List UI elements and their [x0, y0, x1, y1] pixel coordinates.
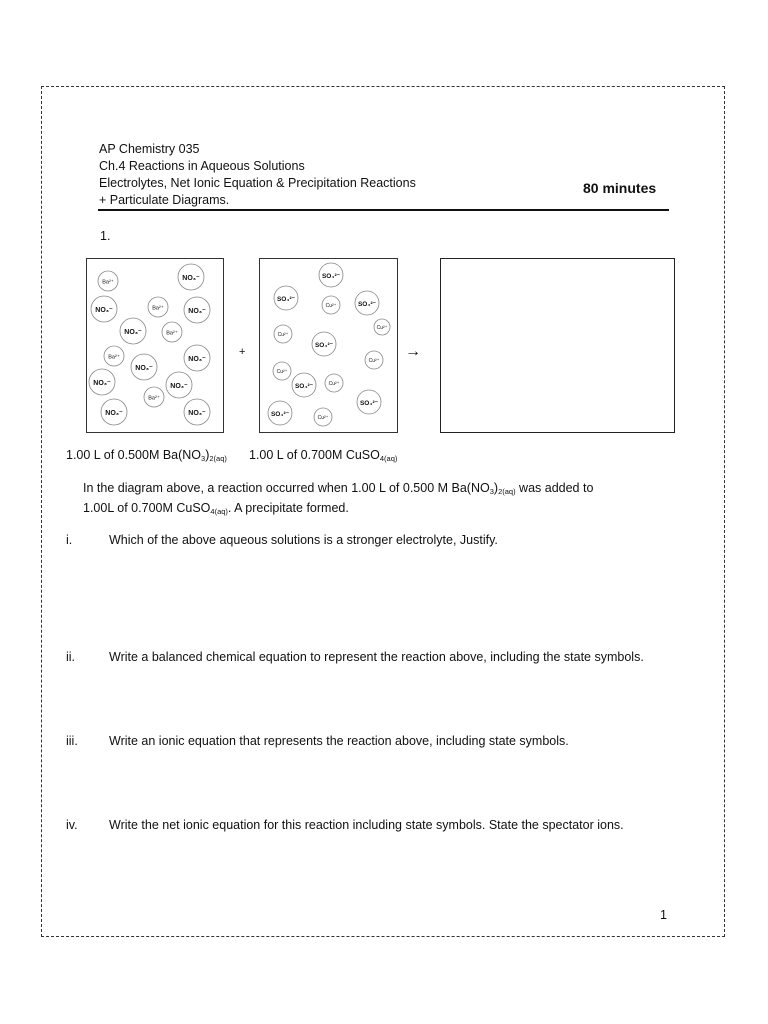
svg-text:NO₃⁻: NO₃⁻: [188, 356, 206, 363]
svg-text:SO₄²⁻: SO₄²⁻: [321, 273, 341, 280]
question-text: Write an ionic equation that represents the reaction above, including state symbols.: [109, 734, 569, 748]
ion-ba: [104, 346, 124, 366]
svg-text:NO₃⁻: NO₃⁻: [170, 383, 188, 390]
svg-text:NO₃⁻: NO₃⁻: [105, 410, 123, 417]
ion-ba: [148, 297, 168, 317]
question-number: 1.: [100, 229, 111, 243]
ion-cu: [374, 319, 390, 335]
question-text: Which of the above aqueous solutions is a stronger electrolyte, Justify.: [109, 533, 498, 547]
svg-text:SO₄²⁻: SO₄²⁻: [294, 383, 314, 390]
ion-cu: [314, 408, 332, 426]
svg-text:NO₃⁻: NO₃⁻: [93, 380, 111, 387]
ion-cu: [274, 325, 292, 343]
beaker-copper-sulfate: [259, 258, 398, 433]
plus-sign: +: [239, 346, 246, 358]
caption-barium-nitrate: 1.00 L of 0.500M $Ba(NO_3)_{2(aq)}$: [66, 448, 227, 463]
course-title: AP Chemistry 035: [99, 142, 200, 156]
svg-text:Cu²⁺: Cu²⁺: [328, 381, 340, 387]
worksheet-header: [99, 141, 416, 209]
svg-text:Cu²⁺: Cu²⁺: [376, 325, 388, 331]
question-numeral: iii.: [66, 734, 78, 748]
ion-so4: [268, 401, 292, 425]
svg-text:SO₄²⁻: SO₄²⁻: [276, 296, 296, 303]
ion-ba: [144, 387, 164, 407]
ion-no3: [91, 296, 117, 322]
svg-text:SO₄²⁻: SO₄²⁻: [314, 342, 334, 349]
ion-so4: [274, 286, 298, 310]
ion-no3: [178, 264, 204, 290]
ion-so4: [357, 390, 381, 414]
ion-no3: [166, 372, 192, 398]
svg-text:Cu²⁺: Cu²⁺: [325, 303, 337, 309]
ion-so4: [319, 263, 343, 287]
svg-text:Ba²⁺: Ba²⁺: [148, 395, 160, 402]
question-text: Write a balanced chemical equation to represent the reaction above, including the state symbols.: [109, 650, 644, 664]
svg-text:NO₃⁻: NO₃⁻: [124, 329, 142, 336]
svg-text:SO₄²⁻: SO₄²⁻: [270, 411, 290, 418]
question-numeral: ii.: [66, 650, 76, 664]
svg-text:NO₃⁻: NO₃⁻: [95, 307, 113, 314]
ion-cu: [273, 362, 291, 380]
svg-text:Ba²⁺: Ba²⁺: [152, 305, 164, 312]
header-divider: [98, 209, 669, 211]
time-limit: 80 minutes: [583, 180, 657, 196]
svg-text:Cu²⁺: Cu²⁺: [368, 358, 380, 364]
ion-cu: [325, 374, 343, 392]
reaction-arrow: →: [405, 343, 421, 360]
question-text: Write the net ionic equation for this reaction including state symbols. State the spectator ions.: [109, 818, 624, 832]
question-numeral: i.: [66, 533, 73, 547]
svg-text:Cu²⁺: Cu²⁺: [317, 415, 329, 421]
svg-text:Cu²⁺: Cu²⁺: [277, 332, 289, 338]
intro-paragraph: In the diagram above, a reaction occurred when 1.00 L of 0.500 M $Ba(NO_3)_{2(aq)}$ was added to 1.00L of 0.700M CuSO$_{4(aq)}$. A precipitate formed.: [83, 481, 594, 516]
beaker-1-particles: [87, 259, 223, 432]
topics-line-2: + Particulate Diagrams.: [99, 193, 230, 207]
svg-text:SO₄²⁻: SO₄²⁻: [359, 400, 379, 407]
ion-cu: [365, 351, 383, 369]
question-numeral: iv.: [66, 818, 78, 832]
ion-no3: [184, 345, 210, 371]
ion-no3: [120, 318, 146, 344]
product-beaker-empty: [440, 258, 675, 433]
ion-no3: [89, 369, 115, 395]
svg-text:NO₃⁻: NO₃⁻: [182, 275, 200, 282]
ion-no3: [184, 399, 210, 425]
ion-so4: [355, 291, 379, 315]
ion-ba: [162, 322, 182, 342]
svg-text:NO₃⁻: NO₃⁻: [135, 365, 153, 372]
svg-text:NO₃⁻: NO₃⁻: [188, 410, 206, 417]
svg-text:Ba²⁺: Ba²⁺: [102, 279, 114, 286]
ion-so4: [292, 373, 316, 397]
ion-ba: [98, 271, 118, 291]
chapter-title: Ch.4 Reactions in Aqueous Solutions: [99, 159, 305, 173]
svg-text:Cu²⁺: Cu²⁺: [276, 369, 288, 375]
ion-so4: [312, 332, 336, 356]
topics-line: Electrolytes, Net Ionic Equation & Precipitation Reactions: [99, 176, 416, 190]
ion-no3: [131, 354, 157, 380]
svg-text:NO₃⁻: NO₃⁻: [188, 308, 206, 315]
svg-text:Ba²⁺: Ba²⁺: [108, 354, 120, 361]
svg-text:SO₄²⁻: SO₄²⁻: [357, 301, 377, 308]
page-number: 1: [660, 908, 667, 922]
svg-text:Ba²⁺: Ba²⁺: [166, 330, 178, 337]
ion-no3: [184, 297, 210, 323]
ion-no3: [101, 399, 127, 425]
beaker-2-particles: [260, 259, 397, 432]
caption-copper-sulfate: 1.00 L of 0.700M CuSO$_{4(aq)}$: [249, 448, 398, 463]
beaker-barium-nitrate: [86, 258, 224, 433]
ion-cu: [322, 296, 340, 314]
